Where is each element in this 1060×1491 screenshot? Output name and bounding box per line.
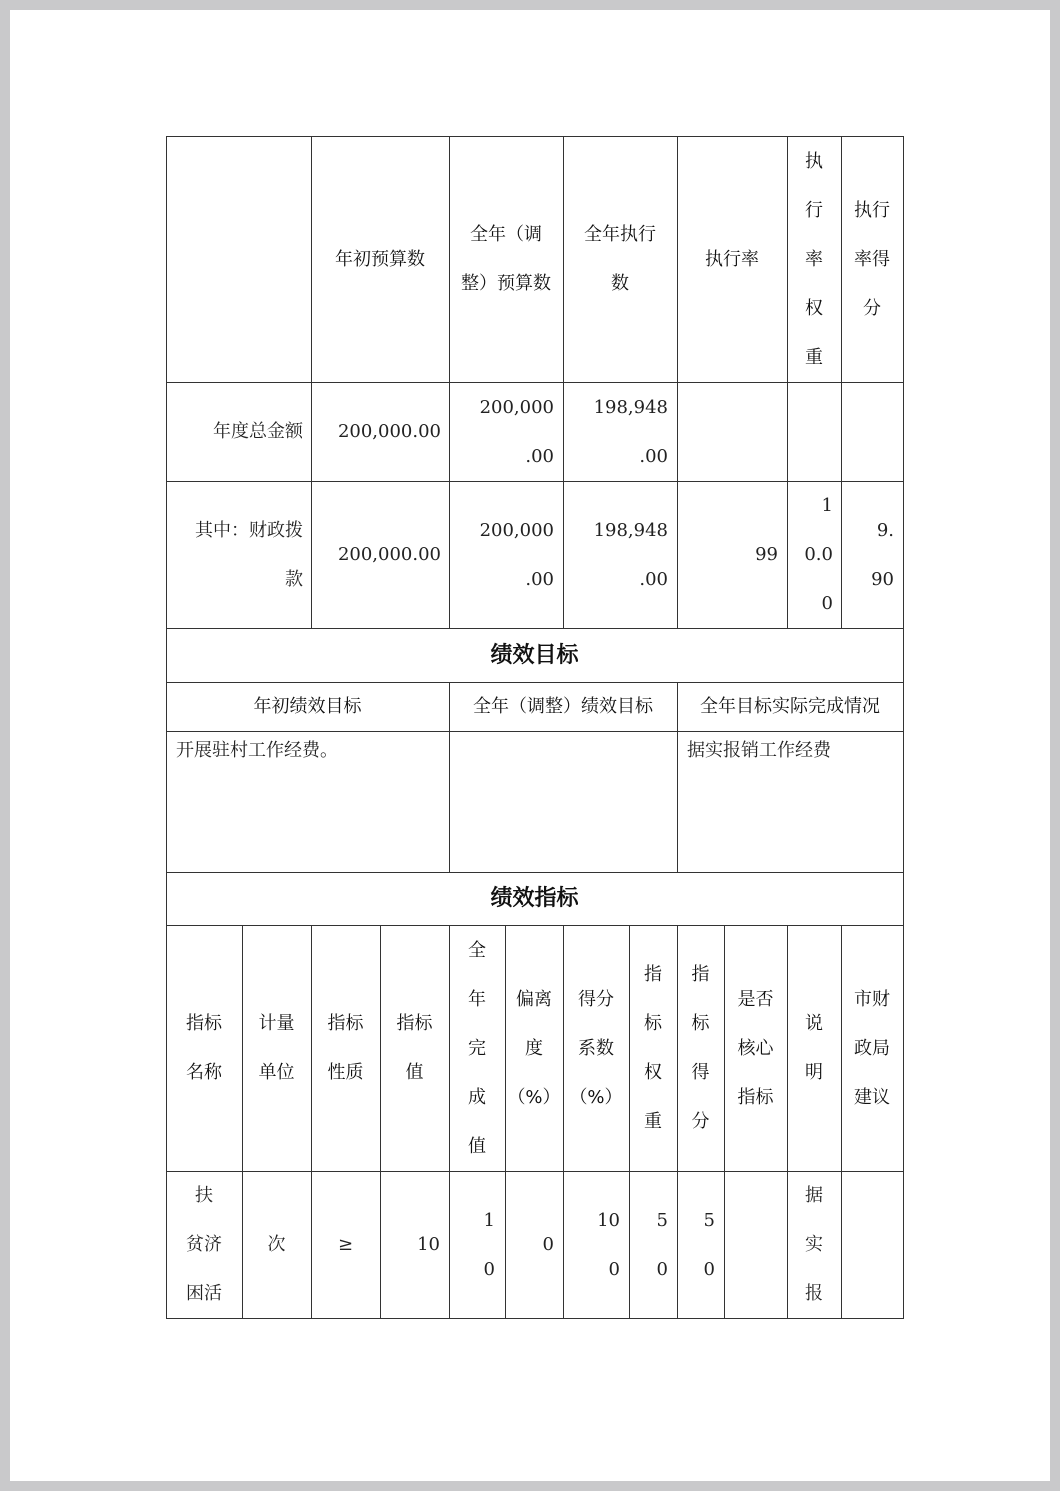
ind-row-value: 10 [417,1234,440,1255]
ind-header-unit: 计量 单位 [258,1013,295,1083]
grid-line [311,925,312,1318]
ind-row-is-core [724,1171,787,1318]
row-total-rate [677,382,787,481]
grid-line [903,136,904,1319]
grid-line [166,925,904,926]
grid-line [677,682,678,872]
grid-line [311,136,312,628]
ind-header-is-core: 是否 核心 指标 [737,988,774,1108]
grid-line [166,136,167,1319]
grid-line [166,628,904,629]
goals-header-adjusted: 全年（调整）绩效目标 [473,696,653,717]
grid-line [166,1318,904,1319]
ind-row-finance-advice [841,1171,903,1318]
grid-line [677,925,678,1318]
header-annual-executed: 全年执行 数 [584,224,656,294]
header-rate-weight: 执 行 率 权 重 [805,150,823,368]
goals-actual-text: 据实报销工作经费 [687,740,831,761]
grid-line [787,136,788,628]
row-total-label: 年度总金额 [213,421,303,442]
goals-initial-text: 开展驻村工作经费。 [176,740,338,761]
row-total-initial: 200,000.00 [337,421,441,442]
ind-header-annual-completion: 全 年 完 成 值 [468,939,486,1157]
grid-line [380,925,381,1318]
header-rate-score: 执行 率得 分 [854,199,890,319]
blank-header-cell [166,136,311,382]
row-fiscal-weight: 1 0.0 0 [804,495,833,614]
row-total-adjusted: 200,000 .00 [479,396,554,467]
grid-line [677,136,678,628]
ind-row-score-coef: 10 0 [597,1209,620,1280]
grid-line [166,481,904,482]
row-total-executed: 198,948 .00 [593,396,668,467]
grid-line [449,682,450,872]
grid-line [166,731,904,732]
ind-header-nature: 指标 性质 [327,1013,364,1083]
ind-row-annual-completion: 1 0 [483,1209,495,1280]
grid-line [166,872,904,873]
ind-header-finance-advice: 市财 政局 建议 [854,988,890,1108]
row-total-weight [787,382,841,481]
ind-row-weight: 5 0 [656,1209,668,1280]
grid-line [841,925,842,1318]
grid-line [787,925,788,1318]
grid-line [166,1171,904,1172]
indicators-section-title: 绩效指标 [490,886,579,911]
header-adjusted-budget: 全年（调 整）预算数 [461,224,551,294]
grid-line [242,925,243,1318]
ind-header-score-coef: 得分 系数 （%） [569,988,623,1108]
ind-row-explanation: 据 实 报 [805,1185,823,1304]
grid-line [724,925,725,1318]
goals-header-initial: 年初绩效目标 [253,696,362,717]
row-fiscal-initial: 200,000.00 [337,544,441,565]
grid-line [166,136,904,137]
grid-line [505,925,506,1318]
grid-line [166,682,904,683]
row-fiscal-adjusted: 200,000 .00 [479,519,554,590]
row-fiscal-score: 9. 90 [871,519,894,590]
ind-row-unit: 次 [267,1234,286,1255]
grid-line [629,925,630,1318]
goals-section-title: 绩效目标 [490,642,579,668]
grid-line [449,136,450,628]
ind-header-weight: 指 标 权 重 [644,964,662,1132]
grid-line [449,925,450,1318]
ind-row-deviation: 0 [542,1234,554,1255]
row-fiscal-label: 其中：财政拨 款 [195,519,303,590]
goals-header-actual: 全年目标实际完成情况 [700,696,880,717]
grid-line [841,136,842,628]
header-initial-budget: 年初预算数 [335,248,425,270]
grid-line [166,382,904,383]
ind-header-score: 指 标 得 分 [691,964,710,1132]
grid-line [563,925,564,1318]
ind-header-explanation: 说 明 [805,1013,823,1083]
ind-header-deviation: 偏离 度 （%） [507,988,561,1108]
grid-line [563,136,564,628]
row-fiscal-rate: 99 [755,544,778,565]
goals-adjusted-text [449,731,677,872]
ind-header-value: 指标 值 [396,1013,433,1083]
header-execution-rate: 执行率 [705,248,759,270]
ind-row-nature: ≥ [337,1234,354,1255]
row-total-score [841,382,903,481]
row-fiscal-executed: 198,948 .00 [593,519,668,590]
ind-row-score: 5 0 [703,1209,715,1280]
ind-row-name: 扶 贫济 困活 [186,1185,222,1304]
ind-header-name: 指标 名称 [186,1013,222,1083]
